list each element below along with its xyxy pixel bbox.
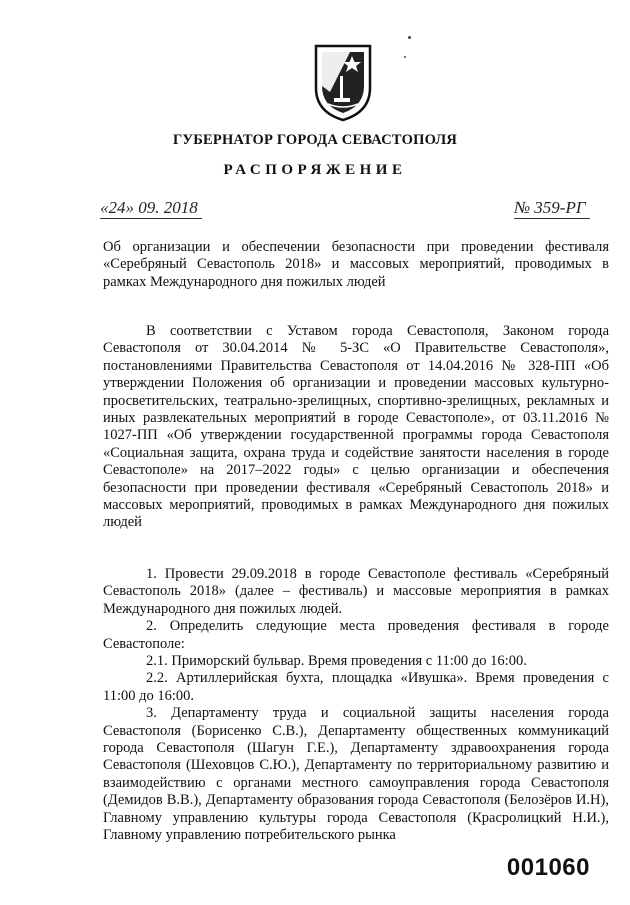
- order-items: [103, 566, 609, 845]
- subject-text: Об организации и обеспечении безопасности при проведении фестиваля «Серебряный Севастополь 2018» и массовых мероприятий, проводимых в рамках Международного дня пожилых людей: [103, 239, 609, 290]
- serial-number: 001060: [506, 854, 590, 881]
- document-type: РАСПОРЯЖЕНИЕ: [223, 162, 407, 178]
- sevastopol-coat-of-arms-icon: [310, 42, 376, 122]
- scan-speck: [404, 56, 406, 58]
- preamble: [103, 323, 609, 532]
- document-date: «24» 09. 2018: [100, 198, 202, 219]
- scan-speck: [408, 36, 411, 39]
- order-item: 1. Провести 29.09.2018 в городе Севастополе фестиваль «Серебряный Севастополь 2018» (далее – фестиваль) и массовые мероприятия в рамках Международного дня пожилых людей.: [103, 566, 609, 617]
- issuing-authority: ГУБЕРНАТОР ГОРОДА СЕВАСТОПОЛЯ: [172, 132, 458, 148]
- document-number: № 359-РГ: [514, 198, 590, 219]
- document-subject: [103, 239, 609, 291]
- order-item: 3. Департаменту труда и социальной защиты населения города Севастополя (Борисенко С.В.), Департаменту общественных коммуникаций города Севастополя (Шагун Г.Е.), Департаменту здравоохранения города Севастополя (Шеховцов С.Ю.), Департаменту по территориальному развитию и взаимодействию с органами местного самоуправления города Севастополя (Демидов В.В.), Департаменту образования города Севастополя (Белозёров И.Н), Главному управлению культуры города Севастополя (Красролицкий Н.И.), Главному управлению потребительского рынка: [103, 705, 609, 844]
- order-item: 2. Определить следующие места проведения фестиваля в городе Севастополе:: [103, 618, 609, 652]
- preamble-text: В соответствии с Уставом города Севастополя, Законом города Севастополя от 30.04.2014 № 5-ЗС «О Правительстве Севастополя», постановлениями Правительства Севастополя от 14.04.2016 № 328-ПП «Об утверждении Положения об организации и проведении массовых культурно-просветительских, театрально-зрелищных, спортивно-зрелищных, рекламных и иных развлекательных мероприятий в городе Севастополе», от 03.11.2016 № 1027-ПП «Об утверждении государственной программы города Севастополя «Социальная защита, охрана труда и содействие занятости населения в городе Севастополе» на 2017–2022 годы» с целью организации и обеспечения безопасности при проведении фестиваля «Серебряный Севастополь 2018» и массовых мероприятий, проводимых в рамках Международного дня пожилых людей: [103, 323, 609, 531]
- order-item: 2.2. Артиллерийская бухта, площадка «Ивушка». Время проведения с 11:00 до 16:00.: [103, 670, 609, 704]
- order-item: 2.1. Приморский бульвар. Время проведения с 11:00 до 16:00.: [146, 653, 527, 670]
